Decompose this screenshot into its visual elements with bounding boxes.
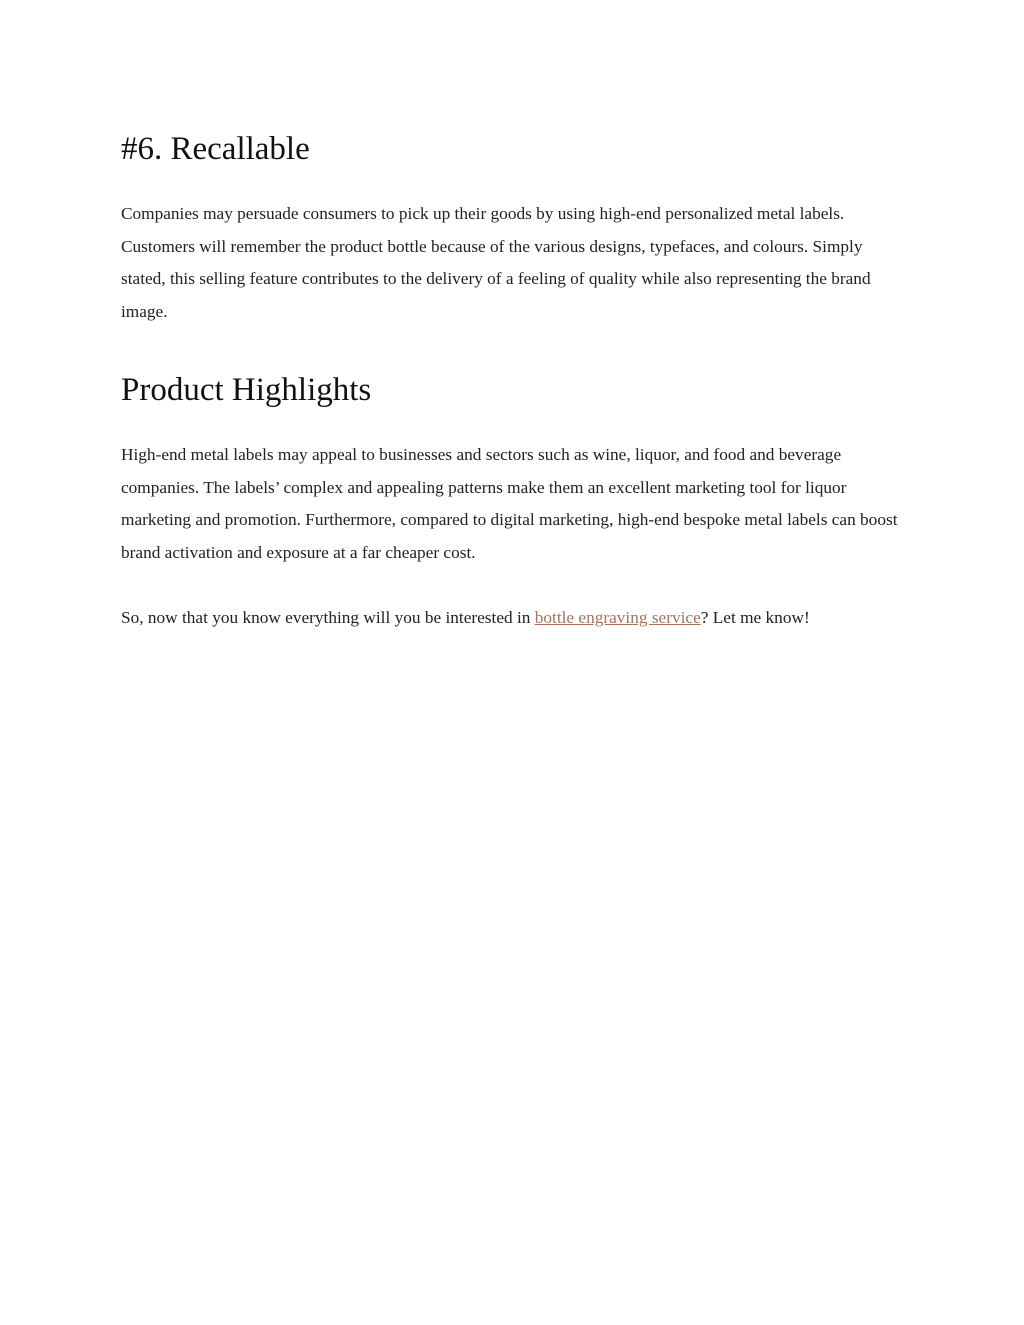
- section-heading-recallable: #6. Recallable: [121, 131, 310, 167]
- section-paragraph-product-highlights: High-end metal labels may appeal to businesses and sectors such as wine, liquor, and food and beverage companies. The labels’ complex and appealing patterns make them an excellent marketing tool for liquor marketing and promotion. Furthermore, compared to digital marketing, high-end bespoke metal labels can boost brand activation and exposure at a far cheaper cost.: [121, 445, 898, 563]
- bottle-engraving-service-link[interactable]: bottle engraving service: [534, 608, 701, 627]
- section-paragraph-recallable: Companies may persuade consumers to pick up their goods by using high-end personalized metal labels. Customers will remember the product bottle because of the various designs, typefaces, and colours. Simply stated, this selling feature contributes to the delivery of a feeling of quality while also representing the brand image.: [121, 204, 871, 322]
- section-heading-product-highlights: Product Highlights: [121, 372, 372, 408]
- closing-paragraph: [121, 602, 911, 635]
- closing-text-after-link: ? Let me know!: [700, 608, 810, 627]
- closing-text-before-link: So, now that you know everything will you be interested in: [121, 608, 535, 627]
